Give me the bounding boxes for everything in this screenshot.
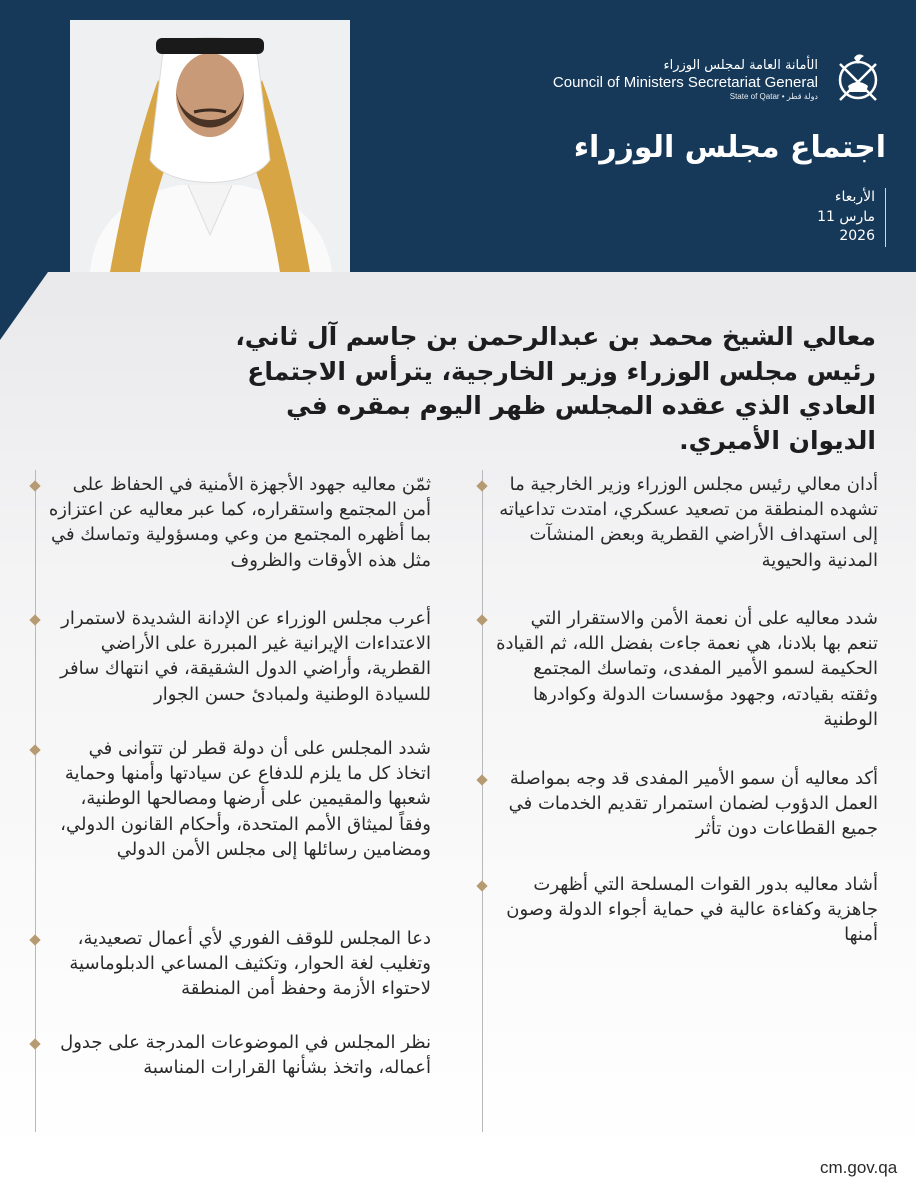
bullet-text: نظر المجلس في الموضوعات المدرجة على جدول أعماله، واتخذ بشأنها القرارات المناسبة: [60, 1032, 431, 1079]
minister-portrait: [70, 20, 350, 272]
bullet-text: أعرب مجلس الوزراء عن الإدانة الشديدة لاستمرار الاعتداءات الإيرانية غير المبررة على الأراضي القطرية، وأراضي الدول الشقيقة، في انتهاك سافر للسيادة الوطنية ولمبادئ حسن الجوار: [60, 608, 431, 705]
bullet-item: [36, 1030, 431, 1080]
bullet-text: شدد المجلس على أن دولة قطر لن تتوانى في اتخاذ كل ما يلزم للدفاع عن سيادتها وأمنها وحماية شعبها والمقيمين على أرضها ومصالحها الوطنية، وفقاً لميثاق الأمم المتحدة، وأحكام القانون الدولي، ومضامين رسائلها إلى مجلس الأمن الدولي: [60, 738, 431, 860]
bullet-item: [483, 606, 878, 732]
bullet-text: أكد معاليه أن سمو الأمير المفدى قد وجه بمواصلة العمل الدؤوب لضمان استمرار تقديم الخدمات في جميع القطاعات دون تأثر: [508, 768, 878, 840]
date-day: الأربعاء: [834, 189, 875, 205]
org-name-en: Council of Ministers Secretariat General: [552, 74, 818, 92]
page-title: اجتماع مجلس الوزراء: [573, 130, 886, 165]
bullet-item: [483, 872, 878, 948]
qatar-emblem-icon: [830, 50, 886, 110]
date-year: 2026: [839, 228, 875, 245]
footer-url: cm.gov.qa: [820, 1158, 898, 1177]
lead-paragraph: معالي الشيخ محمد بن عبدالرحمن بن جاسم آل ثاني، رئيس مجلس الوزراء وزير الخارجية، يترأس الاجتماع العادي الذي عقده المجلس ظهر اليوم بمقره في الديوان الأميري.: [235, 322, 876, 455]
bullet-item: [483, 766, 878, 842]
bullet-text: ثمّن معاليه جهود الأجهزة الأمنية في الحفاظ على أمن المجتمع واستقراره، كما عبر معاليه عن اعتزازه بما أظهره المجتمع من وعي ومسؤولية وتماسك في مثل هذه الأوقات والظروف: [48, 474, 431, 571]
org-name-ar: الأمانة العامة لمجلس الوزراء: [663, 58, 818, 74]
date-day-month: 11 مارس: [817, 208, 875, 225]
bullet-item: [36, 472, 431, 573]
meeting-date: [817, 188, 886, 247]
bullet-text: أدان معالي رئيس مجلس الوزراء وزير الخارجية ما تشهده المنطقة من تصعيد عسكري، امتدت تداعياته إلى استهداف الأراضي القطرية وبعض المنشآت المدنية والحيوية: [499, 474, 878, 571]
bullet-text: دعا المجلس للوقف الفوري لأي أعمال تصعيدية، وتغليب لغة الحوار، وتكثيف المساعي الدبلوماسية لاحتواء الأزمة وحفظ أمن المنطقة: [69, 928, 431, 1000]
org-brand: [553, 50, 886, 110]
left-column: [35, 470, 431, 1132]
bullet-item: [36, 926, 431, 1002]
bullet-text: أشاد معاليه بدور القوات المسلحة التي أظهرت جاهزية وكفاءة عالية في حماية أجواء الدولة وصون أمنها: [506, 874, 878, 946]
bullet-text: شدد معاليه على أن نعمة الأمن والاستقرار التي تنعم بها بلادنا، هي نعمة جاءت بفضل الله، ثم القيادة الحكيمة لسمو الأمير المفدى، وتماسك المجتمع وثقته بقيادته، وجهود مؤسسات الدولة وكوادرها الوطنية: [496, 608, 878, 730]
org-state: State of Qatar • دولة قطر: [729, 91, 818, 101]
bullet-item: [36, 736, 431, 862]
bullet-item: [483, 472, 878, 573]
right-column: [482, 470, 878, 1132]
bullet-item: [36, 606, 431, 707]
